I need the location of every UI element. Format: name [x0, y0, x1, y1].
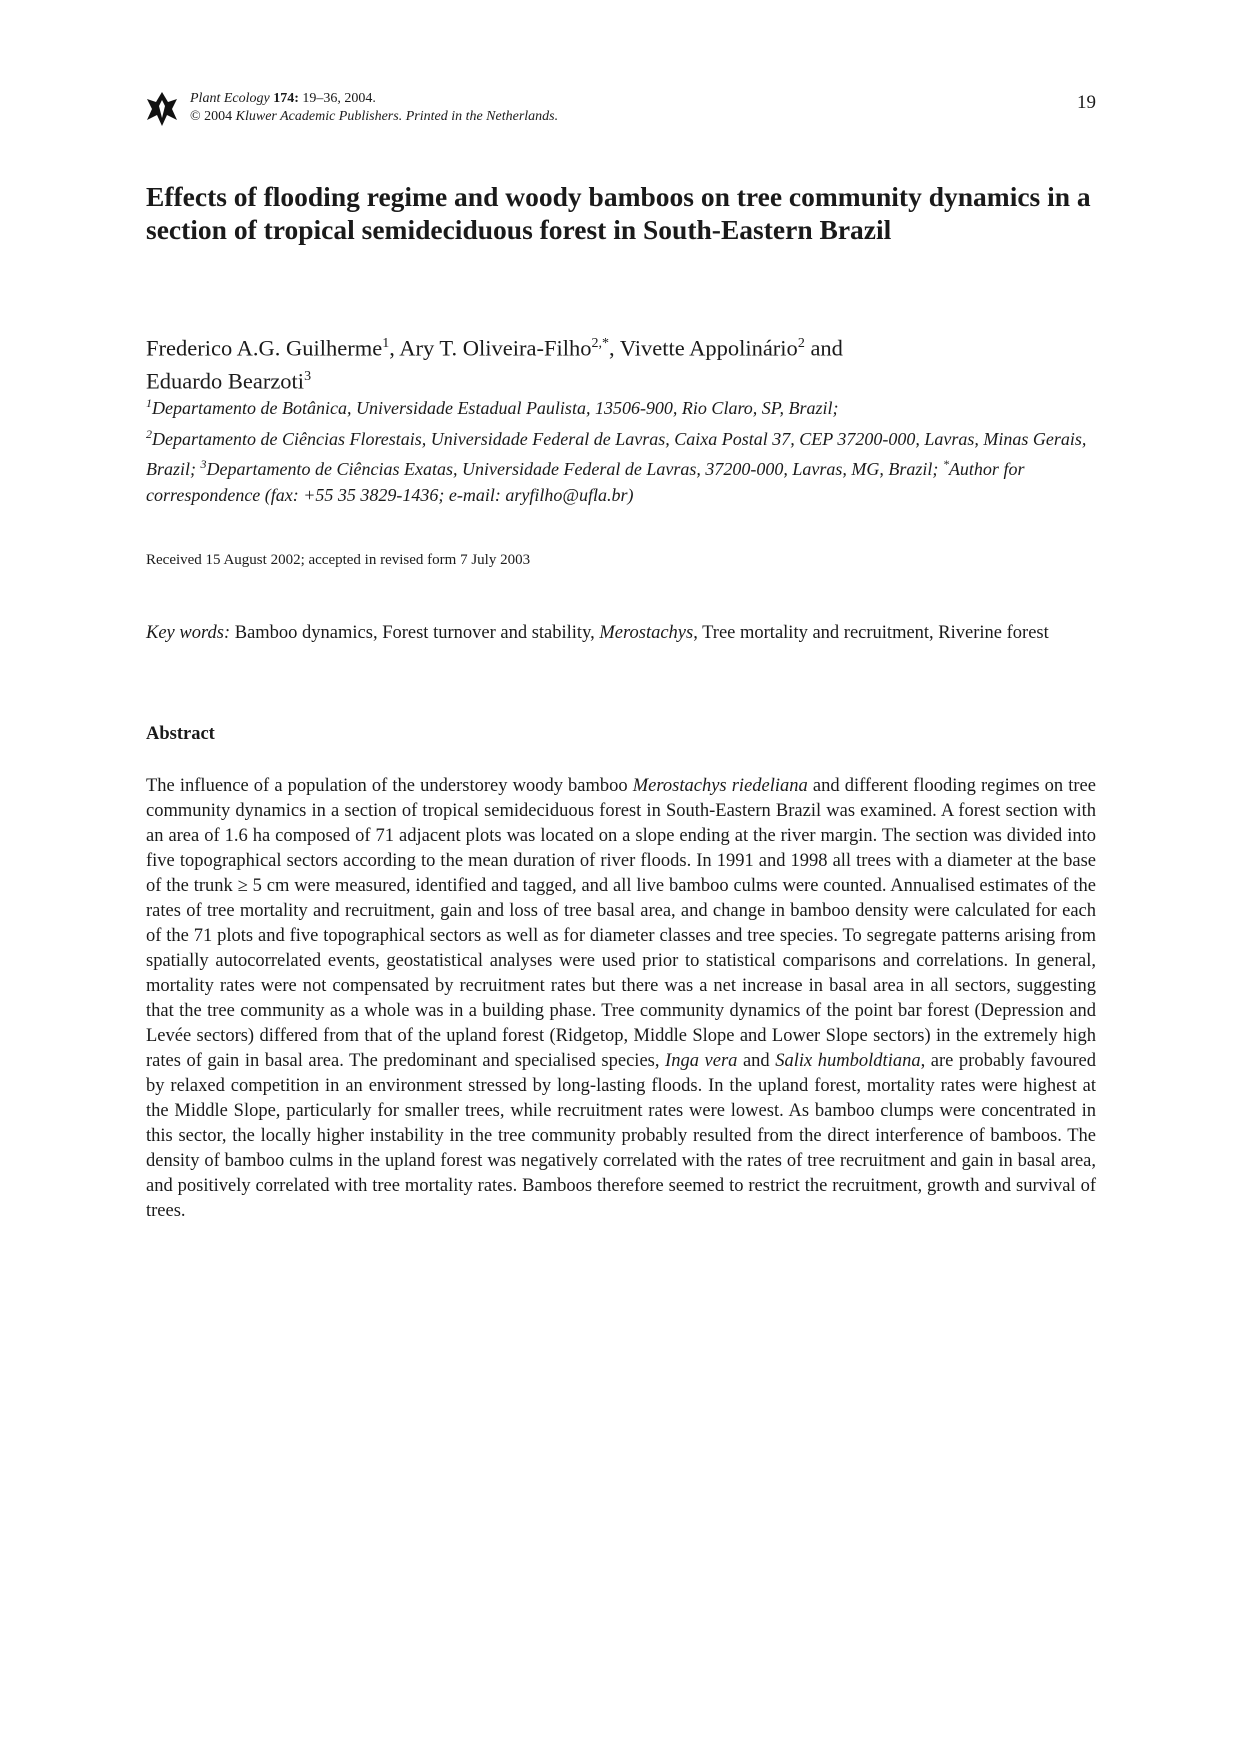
- author-name: Eduardo Bearzoti: [146, 368, 305, 393]
- author-name: Frederico A.G. Guilherme: [146, 335, 383, 361]
- journal-citation: [190, 90, 558, 126]
- keywords-label: Key words:: [146, 623, 231, 643]
- copyright-symbol: ©: [190, 109, 201, 124]
- kluwer-logo-icon: [146, 90, 178, 128]
- journal-name: Plant Ecology: [190, 91, 270, 106]
- publisher-line: Kluwer Academic Publishers. Printed in the Netherlands.: [235, 109, 559, 124]
- author-name: Vivette Appolinário: [619, 335, 798, 361]
- keywords-text: Bamboo dynamics, Forest turnover and stability,: [230, 623, 600, 643]
- author-separator: ,: [608, 335, 620, 361]
- keywords: [146, 621, 1096, 646]
- journal-line-2: [190, 108, 558, 126]
- abstract-text: The influence of a population of the understorey woody bamboo: [146, 776, 633, 796]
- species-name: Merostachys riedeliana: [632, 776, 808, 796]
- journal-volume: 174:: [273, 91, 299, 106]
- author-name: Ary T. Oliveira-Filho: [399, 335, 592, 361]
- keyword-genus: Merostachys: [599, 623, 694, 643]
- affiliation-text: Departamento de Ciências Exatas, Universidade Federal de Lavras, 37200-000, Lavras, MG, Brazil;: [206, 459, 939, 480]
- author-list: [146, 330, 1096, 395]
- affil-mark: *: [942, 457, 949, 472]
- author-affil-mark: 2: [797, 336, 805, 351]
- abstract-text: and different flooding regimes on tree community dynamics in a section of tropical semideciduous forest in South-Eastern Brazil was examined. A forest section with an area of 1.6 ha composed of 71 adjacent plots was located on a slope ending at the river margin. The section was divided into five topographical sectors according to the mean duration of river floods. In 1991 and 1998 all trees with a diameter at the base of the trunk ≥ 5 cm were measured, identified and tagged, and all live bamboo culms were counted. Annualised estimates of the rates of tree mortality and recruitment, gain and loss of tree basal area, and change in bamboo density were calculated for each of the 71 plots and five topographical sectors as well as for diameter classes and tree species. To segregate patterns arising from spatially autocorrelated events, geostatistical analyses were used prior to statistical comparisons and correlations. In general, mortality rates were not compensated by recruitment rates but there was a net increase in basal area in all sectors, suggesting that the tree community as a whole was in a building phase. Tree community dynamics of the point bar forest (Depression and Levée sectors) differed from that of the upland forest (Ridgetop, Middle Slope and Lower Slope sectors) in the extremely high rates of gain in basal area. The predominant and specialised species,: [146, 776, 1096, 1071]
- species-name: Inga vera: [665, 1051, 738, 1071]
- affil-mark: 3: [200, 457, 207, 472]
- affiliations: [146, 391, 1096, 508]
- author-affil-mark: 1: [382, 336, 390, 351]
- affiliation-text: Departamento de Botânica, Universidade Estadual Paulista, 13506-900, Rio Claro, SP, Brazil;: [152, 398, 839, 418]
- affil-mark: 1: [146, 396, 152, 410]
- keywords-text: , Tree mortality and recruitment, Riverine forest: [693, 623, 1049, 643]
- author-separator: ,: [389, 335, 400, 361]
- abstract-body: [146, 774, 1096, 1224]
- journal-pages: 19–36, 2004.: [302, 91, 376, 106]
- copyright-year: 2004: [204, 109, 233, 124]
- species-name: Salix humboldtiana: [775, 1051, 921, 1071]
- page-number: 19: [1077, 92, 1096, 113]
- author-affil-mark: 2,*: [591, 336, 609, 351]
- paper-title: Effects of flooding regime and woody bamboos on tree community dynamics in a section of tropical semideciduous forest in South-Eastern Brazil: [146, 181, 1091, 245]
- author-separator: and: [804, 335, 843, 361]
- correspondence-text: Author for correspondence (fax: +55 35 3829-1436; e-mail: aryfilho@ufla.br): [146, 459, 1025, 505]
- abstract-text: , are probably favoured by relaxed competition in an environment stressed by long-lasting floods. In the upland forest, mortality rates were highest at the Middle Slope, particularly for smaller trees, while recruitment rates were lowest. As bamboo clumps were concentrated in this sector, the locally higher instability in the tree community probably resulted from the direct interference of bamboos. The density of bamboo culms in the upland forest was negatively correlated with the rates of tree recruitment and gain in basal area, and positively correlated with tree mortality rates. Bamboos therefore seemed to restrict the recruitment, growth and survival of trees.: [146, 1051, 1096, 1221]
- affiliation-text: Departamento de Ciências Florestais, Universidade Federal de Lavras, Caixa Postal 37, CEP 37200-000, Lavras, Minas Gerais, Brazil;: [146, 428, 1087, 480]
- affil-mark: 2: [146, 426, 152, 441]
- abstract-text: and: [737, 1051, 776, 1071]
- journal-line-1: [190, 90, 558, 108]
- author-affil-mark: 3: [304, 368, 312, 384]
- abstract-heading: Abstract: [146, 724, 215, 744]
- received-dates: Received 15 August 2002; accepted in revised form 7 July 2003: [146, 552, 531, 568]
- journal-header: [146, 88, 1096, 128]
